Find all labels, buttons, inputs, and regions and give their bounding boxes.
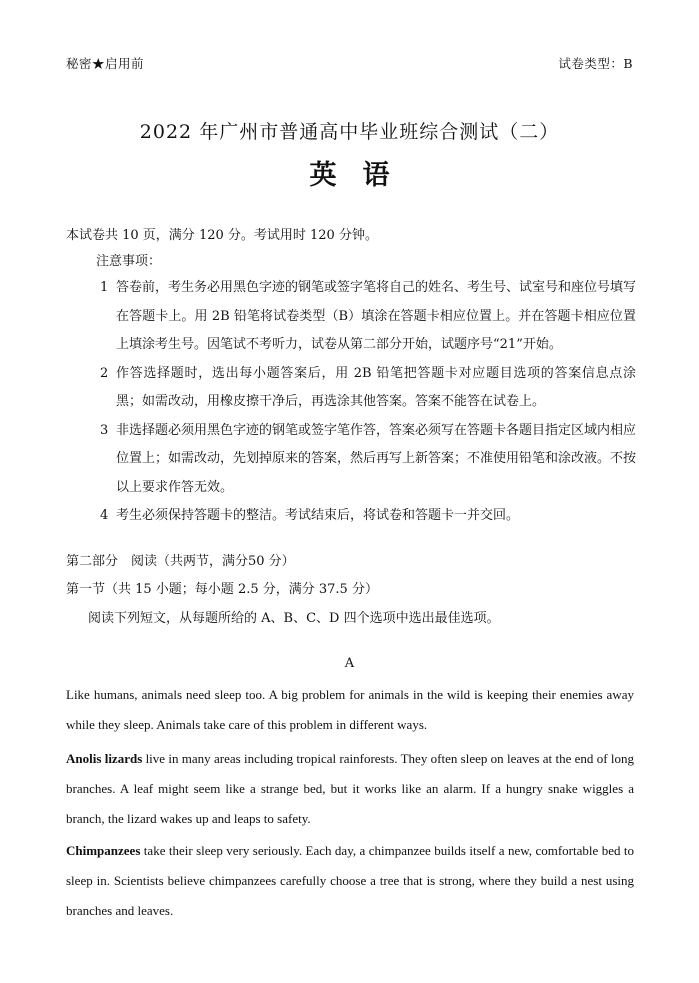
note-text: 考生必须保持答题卡的整洁。考试结束后，将试卷和答题卡一并交回。 (116, 508, 520, 523)
exam-title: 2022 年广州市普通高中毕业班综合测试（二） (139, 121, 560, 143)
passage-paragraph (66, 744, 634, 834)
reading-direction: 阅读下列短文，从每题所给的 A、B、C、D 四个选项中选出最佳选项。 (88, 611, 500, 626)
note-item (96, 360, 636, 417)
paper-type-label: 试卷类型：B (558, 56, 633, 71)
paragraph-keyword: Anolis lizards (66, 751, 143, 766)
passage-paragraph (66, 836, 634, 926)
paragraph-text: take their sleep very seriously. Each day, a chimpanzee builds itself a new, comfortable bed to sleep in. Scientists believe chimpanzees carefully choose a tree that is strong, where they build a nest using branches and leaves. (66, 843, 634, 918)
paragraph-text: live in many areas including tropical rainforests. They often sleep on leaves at the end of long branches. A leaf might seem like a strange bed, but it works like an alarm. If a hungry snake wiggles a branch, the lizard wakes up and leaps to safety. (66, 751, 634, 826)
confidential-label: 秘密★启用前 (66, 56, 145, 71)
exam-intro: 本试卷共 10 页，满分 120 分。考试用时 120 分钟。 (66, 228, 378, 243)
paragraph-text: Like humans, animals need sleep too. A big problem for animals in the wild is keeping their enemies away while they sleep. Animals take care of this problem in different ways. (66, 687, 634, 732)
note-item (96, 417, 636, 503)
note-number: 1 (100, 280, 109, 295)
note-number: 3 (100, 422, 109, 438)
subject-title: 英语 (309, 160, 416, 191)
passage-paragraph (66, 680, 634, 740)
passage-label: A (344, 656, 355, 671)
part-heading: 第二部分 阅读（共两节，满分50 分） (66, 554, 295, 569)
notes-heading: 注意事项： (96, 254, 162, 269)
note-number: 4 (100, 508, 109, 523)
section-heading: 第一节（共 15 小题；每小题 2.5 分，满分 37.5 分） (66, 582, 378, 597)
notes-list (96, 274, 636, 531)
note-text: 答卷前，考生务必用黑色字迹的钢笔或签字笔将自己的姓名、考生号、试室号和座位号填写在答题卡上。用 2B 铅笔将试卷类型（B）填涂在答题卡相应位置上。并在答题卡相应位置上填涂考生号。因笔试不考听力，试卷从第二部分开始，试题序号“21”开始。 (116, 280, 637, 352)
note-item (96, 274, 636, 360)
note-text: 非选择题必须用黑色字迹的钢笔或签字笔作答，答案必须写在答题卡各题目指定区域内相应位置上；如需改动，先划掉原来的答案，然后再写上新答案；不准使用铅笔和涂改液。不按以上要求作答无效。 (116, 422, 637, 495)
note-number: 2 (100, 365, 109, 381)
note-item (96, 502, 636, 531)
paragraph-keyword: Chimpanzees (66, 843, 141, 858)
note-text: 作答选择题时，选出每小题答案后，用 2B 铅笔把答题卡对应题目选项的答案信息点涂黑；如需改动，用橡皮擦干净后，再选涂其他答案。答案不能答在试卷上。 (116, 365, 636, 409)
